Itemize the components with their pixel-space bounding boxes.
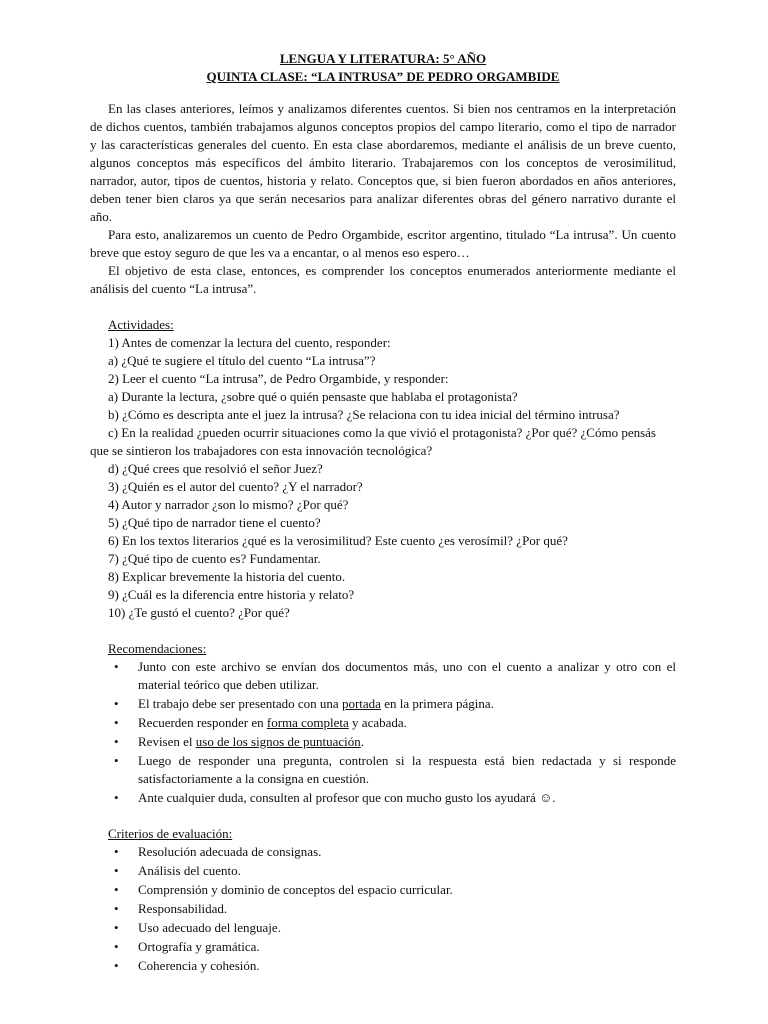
activity-item: 2) Leer el cuento “La intrusa”, de Pedro Orgambide, y responder: bbox=[108, 371, 449, 386]
list-item-text: Recuerden responder en bbox=[138, 715, 267, 730]
page-subtitle: QUINTA CLASE: “LA INTRUSA” DE PEDRO ORGAMBIDE bbox=[206, 69, 560, 84]
bullet-icon: • bbox=[114, 863, 119, 878]
list-item-text: . bbox=[360, 734, 365, 749]
actividades-section bbox=[90, 316, 676, 622]
list-item-text: Responsabilidad. bbox=[138, 901, 228, 916]
list-item bbox=[90, 714, 676, 732]
list-item bbox=[90, 900, 676, 918]
bullet-icon: • bbox=[114, 734, 119, 749]
list-item-text: Resolución adecuada de consignas. bbox=[138, 844, 322, 859]
activity-item: d) ¿Qué crees que resolvió el señor Juez? bbox=[108, 461, 323, 476]
activity-item: a) ¿Qué te sugiere el título del cuento “La intrusa”? bbox=[108, 353, 376, 368]
actividades-heading: Actividades: bbox=[108, 317, 174, 332]
bullet-icon: • bbox=[114, 696, 119, 711]
activity-item: a) Durante la lectura, ¿sobre qué o quién pensaste que hablaba el protagonista? bbox=[108, 389, 518, 404]
list-item-text: Revisen el bbox=[138, 734, 196, 749]
bullet-icon: • bbox=[114, 753, 119, 768]
activity-item: 5) ¿Qué tipo de narrador tiene el cuento? bbox=[108, 515, 321, 530]
list-item bbox=[90, 789, 676, 807]
bullet-icon: • bbox=[114, 844, 119, 859]
activity-item: 7) ¿Qué tipo de cuento es? Fundamentar. bbox=[108, 551, 321, 566]
page-title: LENGUA Y LITERATURA: 5° AÑO bbox=[279, 51, 487, 66]
list-item-text: Ante cualquier duda, consulten al profesor que con mucho gusto los ayudará ☺. bbox=[138, 790, 556, 805]
list-item-text: Análisis del cuento. bbox=[138, 863, 241, 878]
list-item bbox=[90, 695, 676, 713]
bullet-icon: • bbox=[114, 715, 119, 730]
list-item bbox=[90, 957, 676, 975]
list-item-text: Luego de responder una pregunta, controlen si la respuesta está bien redactada y si responde satisfactoriamente a la consigna en cuestión. bbox=[138, 753, 676, 786]
recomendaciones-section bbox=[90, 640, 676, 807]
activity-item: 8) Explicar brevemente la historia del cuento. bbox=[108, 569, 346, 584]
bullet-icon: • bbox=[114, 882, 119, 897]
list-item-text: Junto con este archivo se envían dos documentos más, uno con el cuento a analizar y otro con el material teórico que deben utilizar. bbox=[138, 659, 676, 692]
activity-item: b) ¿Cómo es descripta ante el juez la intrusa? ¿Se relaciona con tu idea inicial del término intrusa? bbox=[108, 407, 620, 422]
activity-item: 10) ¿Te gustó el cuento? ¿Por qué? bbox=[108, 605, 290, 620]
underlined-text: forma completa bbox=[266, 715, 349, 730]
activity-item: 9) ¿Cuál es la diferencia entre historia y relato? bbox=[108, 587, 355, 602]
underlined-text: portada bbox=[341, 696, 381, 711]
list-item bbox=[90, 919, 676, 937]
list-item-text: en la primera página. bbox=[380, 696, 494, 711]
list-item bbox=[90, 752, 676, 788]
bullet-icon: • bbox=[114, 920, 119, 935]
list-item-text: y acabada. bbox=[348, 715, 407, 730]
intro-paragraph-1: En las clases anteriores, leímos y analizamos diferentes cuentos. Si bien nos centramos en la interpretación de dichos cuentos, también trabajamos algunos conceptos propios del campo literario, como el tipo de narrador y las características generales del cuento. En esta clase abordaremos, mediante el análisis de un breve cuento, algunos conceptos más específicos del ámbito literario. Trabajaremos con los conceptos de verosimilitud, narrador, autor, tipos de cuentos, historia y relato. Conceptos que, si bien fueron abordados en años anteriores, deben tener bien claros ya que serán necesarios para analizar diferentes obras del género narrativo durante el año. bbox=[90, 101, 676, 224]
intro-paragraph-2: Para esto, analizaremos un cuento de Pedro Orgambide, escritor argentino, titulado “La intrusa”. Un cuento breve que estoy seguro de que les va a encantar, o al menos eso espero… bbox=[90, 227, 676, 260]
bullet-icon: • bbox=[114, 659, 119, 674]
bullet-icon: • bbox=[114, 958, 119, 973]
bullet-icon: • bbox=[114, 901, 119, 916]
activity-item: c) En la realidad ¿pueden ocurrir situaciones como la que vivió el protagonista? ¿Por qué? ¿Cómo pensás que se sintieron los trabajadores con esta innovación tecnológica? bbox=[90, 425, 656, 458]
list-item bbox=[90, 843, 676, 861]
list-item-text: Comprensión y dominio de conceptos del espacio curricular. bbox=[138, 882, 453, 897]
bullet-icon: • bbox=[114, 939, 119, 954]
criterios-heading: Criterios de evaluación: bbox=[108, 826, 233, 841]
intro-paragraph-3: El objetivo de esta clase, entonces, es comprender los conceptos enumerados anteriormente mediante el análisis del cuento “La intrusa”. bbox=[90, 263, 676, 296]
list-item-text: El trabajo debe ser presentado con una bbox=[138, 696, 342, 711]
list-item bbox=[90, 658, 676, 694]
activity-item: 4) Autor y narrador ¿son lo mismo? ¿Por qué? bbox=[108, 497, 349, 512]
bullet-icon: • bbox=[114, 790, 119, 805]
list-item bbox=[90, 881, 676, 899]
underlined-text: uso de los signos de puntuación bbox=[195, 734, 361, 749]
list-item bbox=[90, 862, 676, 880]
activity-item: 6) En los textos literarios ¿qué es la verosimilitud? Este cuento ¿es verosímil? ¿Por qué? bbox=[108, 533, 568, 548]
list-item-text: Uso adecuado del lenguaje. bbox=[138, 920, 281, 935]
document-page bbox=[90, 50, 676, 976]
criterios-list bbox=[90, 843, 676, 975]
recomendaciones-list bbox=[90, 658, 676, 807]
list-item-text: Coherencia y cohesión. bbox=[138, 958, 260, 973]
list-item-text: Ortografía y gramática. bbox=[138, 939, 260, 954]
activity-item: 1) Antes de comenzar la lectura del cuento, responder: bbox=[108, 335, 391, 350]
recomendaciones-heading: Recomendaciones: bbox=[108, 641, 207, 656]
list-item bbox=[90, 938, 676, 956]
list-item bbox=[90, 733, 676, 751]
criterios-section bbox=[90, 825, 676, 975]
activity-item: 3) ¿Quién es el autor del cuento? ¿Y el narrador? bbox=[108, 479, 363, 494]
